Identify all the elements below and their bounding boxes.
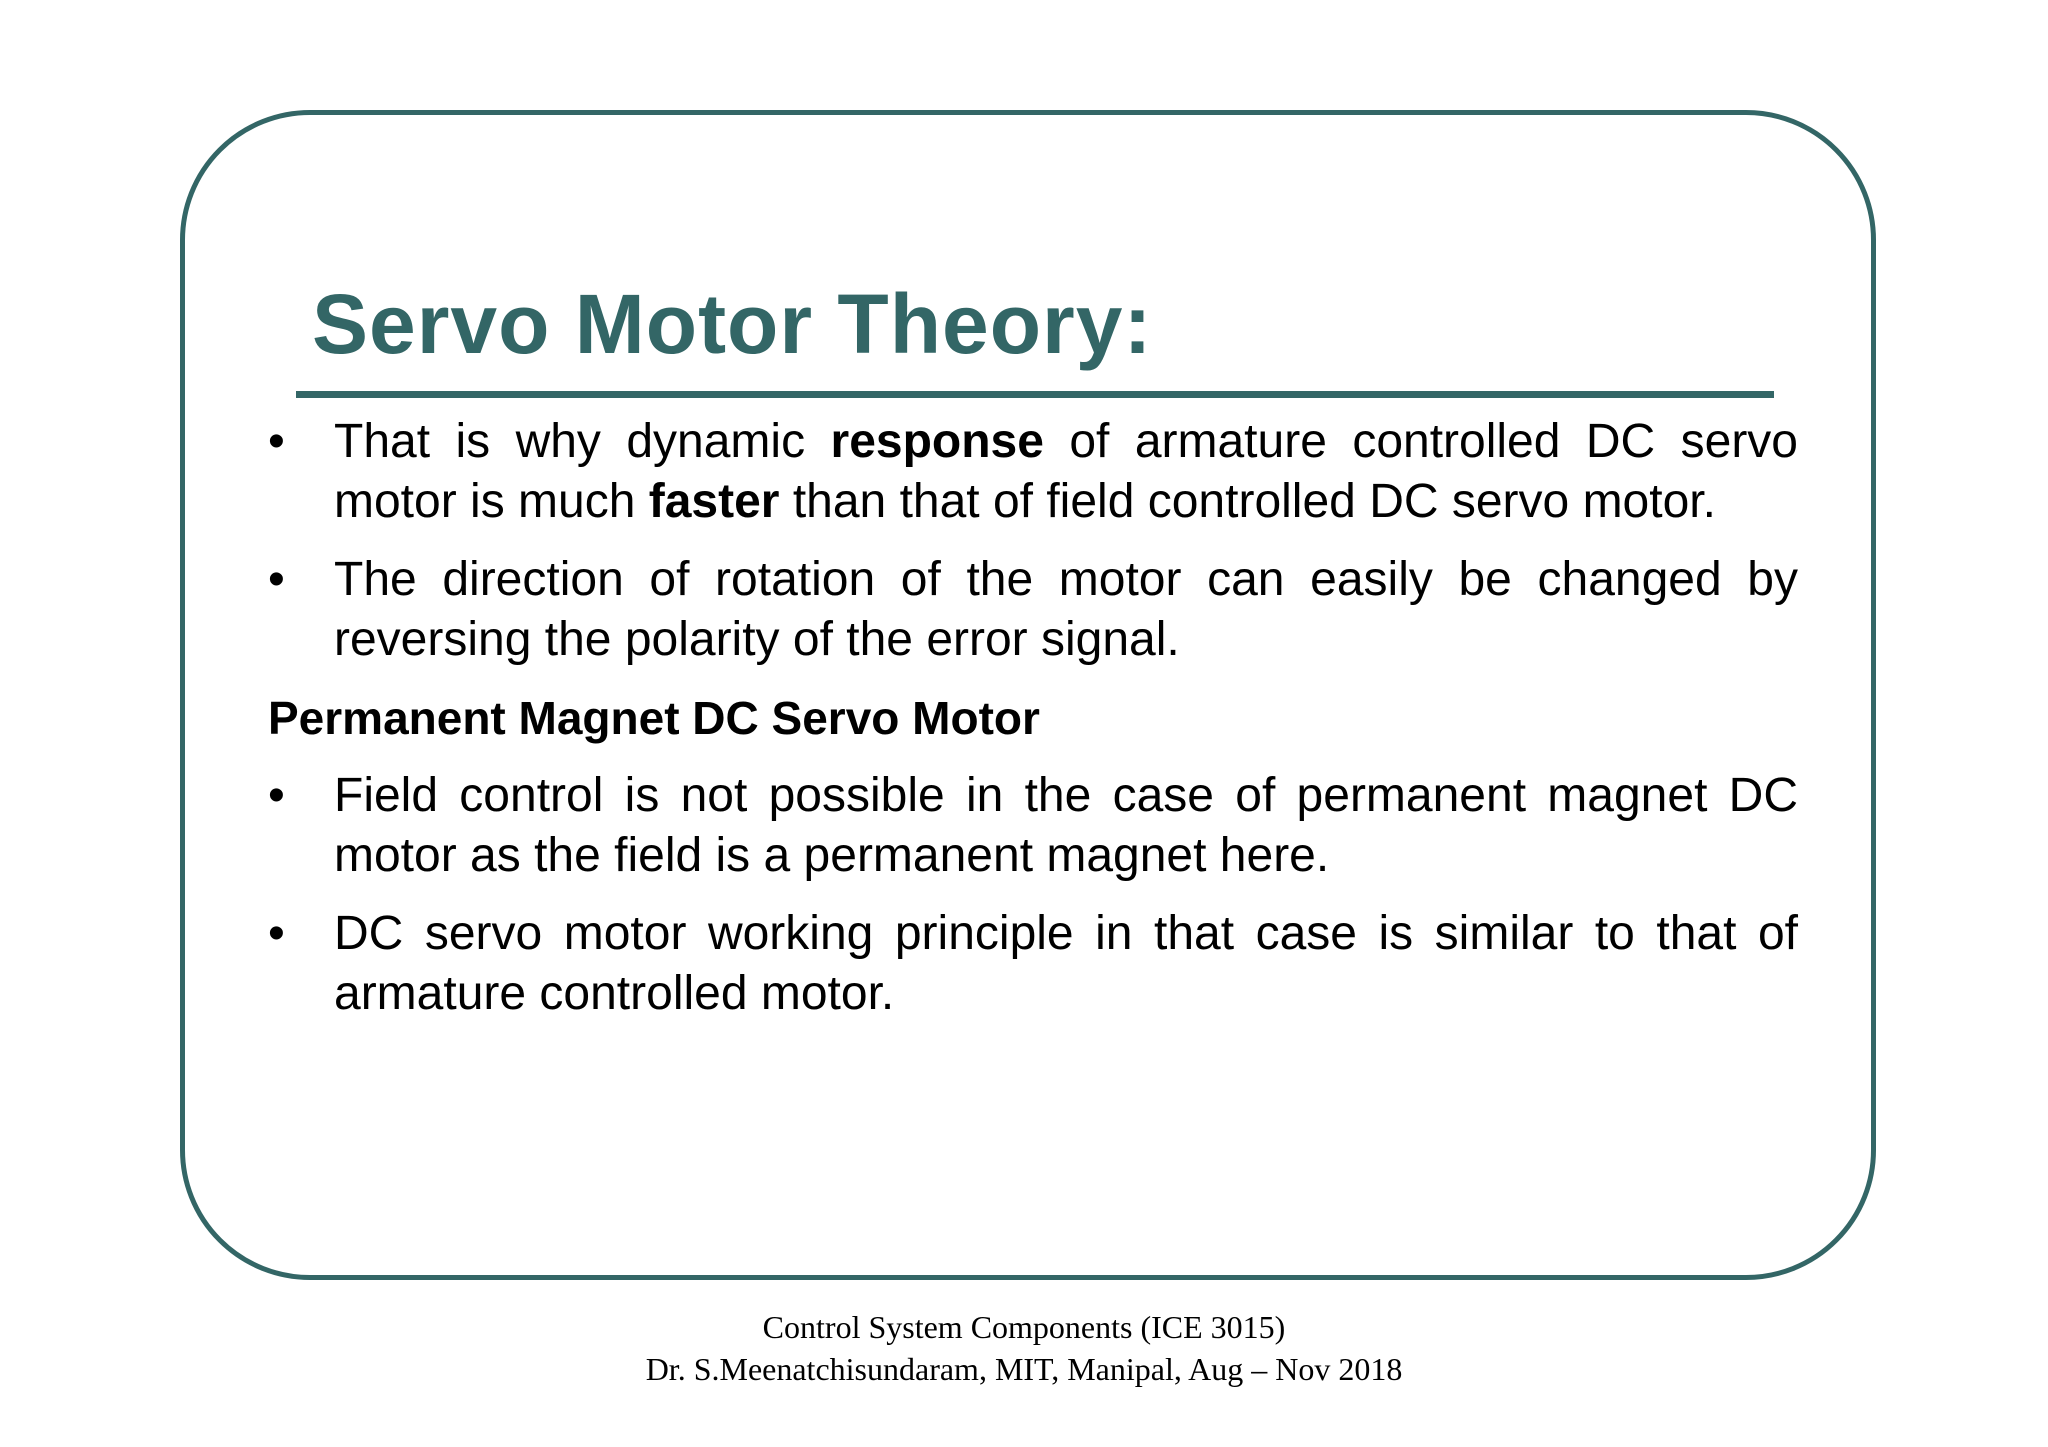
- section-subheading: Permanent Magnet DC Servo Motor: [268, 692, 1040, 744]
- bullet-emphasis-response: response: [830, 415, 1044, 468]
- bullet-text: The direction of rotation of the motor can easily be changed by reversing the polarity of the error signal.: [334, 553, 1798, 666]
- bullet-item: [268, 412, 1798, 532]
- bullet-text-part: than that of field controlled DC servo motor.: [779, 475, 1716, 528]
- bullet-text: Field control is not possible in the case of permanent magnet DC motor as the field is a permanent magnet here.: [334, 769, 1798, 882]
- bullet-emphasis-faster: faster: [648, 475, 780, 528]
- slide-title: Servo Motor Theory:: [312, 277, 1153, 371]
- bullet-dot: •: [268, 415, 285, 468]
- footer-author: Dr. S.Meenatchisundaram, MIT, Manipal, Aug – Nov 2018: [645, 1351, 1403, 1387]
- bullet-text: [334, 415, 1798, 528]
- bullet-dot: •: [268, 907, 285, 960]
- bullet-text-part: That is why dynamic: [334, 415, 831, 468]
- footer-course: Control System Components (ICE 3015): [762, 1309, 1286, 1345]
- bullet-dot: •: [268, 553, 285, 606]
- slide-content: [268, 412, 1798, 1042]
- bullet-text-part: of armature controlled DC servo motor is much: [334, 415, 1798, 528]
- bullet-text: DC servo motor working principle in that case is similar to that of armature controlled motor.: [334, 907, 1798, 1020]
- bullet-item: [268, 904, 1798, 1024]
- bullet-dot: •: [268, 769, 285, 822]
- slide-footer: [0, 1306, 2048, 1390]
- bullet-item: [268, 550, 1798, 670]
- title-underline: [296, 391, 1774, 398]
- bullet-item: [268, 766, 1798, 886]
